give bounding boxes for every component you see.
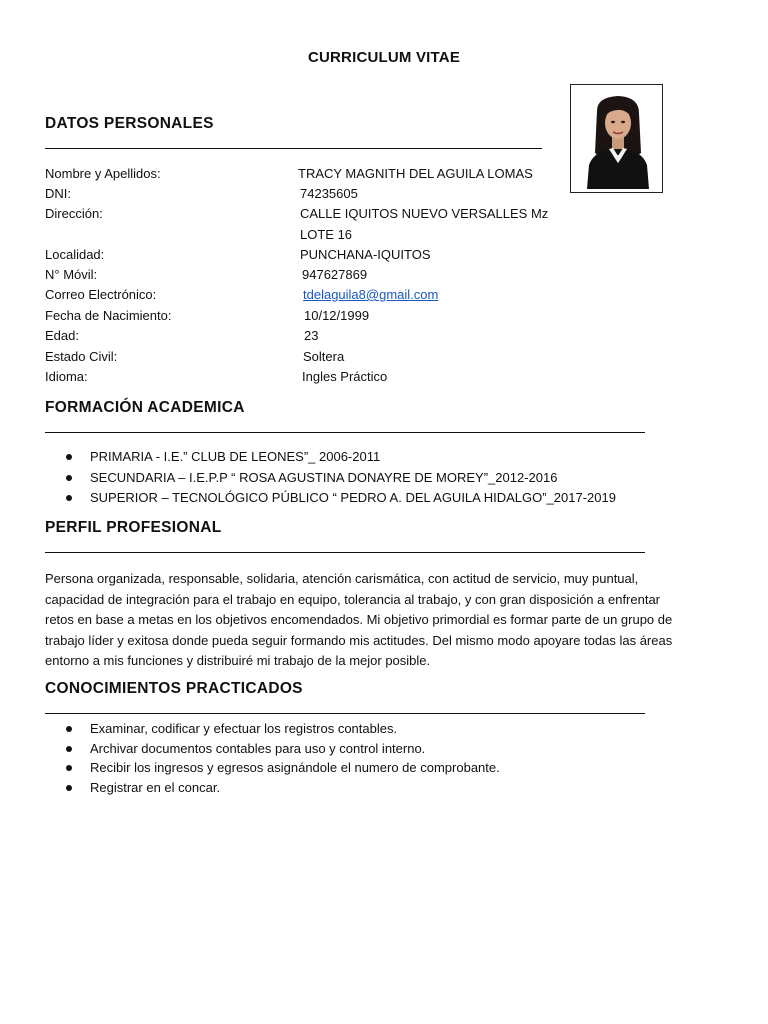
field-row-locality bbox=[45, 247, 565, 267]
field-value: Soltera bbox=[303, 349, 345, 364]
field-label: Localidad: bbox=[45, 247, 105, 262]
list-item: Registrar en el concar. bbox=[66, 778, 500, 798]
field-label: Fecha de Nacimiento: bbox=[45, 308, 172, 323]
field-value: PUNCHANA-IQUITOS bbox=[300, 247, 431, 262]
document-title: CURRICULUM VITAE bbox=[307, 49, 461, 66]
list-item: Examinar, codificar y efectuar los registros contables. bbox=[66, 719, 500, 739]
list-item: Recibir los ingresos y egresos asignándole el numero de comprobante. bbox=[66, 758, 500, 778]
list-item: Archivar documentos contables para uso y control interno. bbox=[66, 739, 500, 759]
field-row-birthdate bbox=[45, 308, 565, 328]
field-row-email bbox=[45, 287, 565, 307]
bullet-icon bbox=[66, 726, 72, 732]
field-value: TRACY MAGNITH DEL AGUILA LOMAS bbox=[298, 166, 533, 181]
bullet-icon bbox=[66, 454, 72, 460]
list-item: SECUNDARIA – I.E.P.P “ ROSA AGUSTINA DONAYRE DE MOREY”_2012-2016 bbox=[66, 468, 616, 489]
field-row-address bbox=[45, 206, 565, 246]
field-value: Ingles Práctico bbox=[302, 369, 388, 384]
bullet-icon bbox=[66, 495, 72, 501]
field-row-age bbox=[45, 328, 565, 348]
education-list bbox=[66, 447, 616, 509]
bullet-icon bbox=[66, 475, 72, 481]
bullet-icon bbox=[66, 765, 72, 771]
field-value: 74235605 bbox=[300, 186, 358, 201]
skills-list bbox=[66, 719, 500, 797]
section-divider bbox=[45, 432, 645, 433]
section-heading-education: FORMACIÓN ACADEMICA bbox=[45, 399, 245, 416]
field-label: Dirección: bbox=[45, 206, 103, 221]
field-value: 947627869 bbox=[302, 267, 368, 282]
field-value: CALLE IQUITOS NUEVO VERSALLES Mz bbox=[300, 206, 549, 221]
field-label: N° Móvil: bbox=[45, 267, 98, 282]
section-heading-personal: DATOS PERSONALES bbox=[45, 115, 214, 132]
field-value: 10/12/1999 bbox=[304, 308, 370, 323]
field-label: Estado Civil: bbox=[45, 349, 118, 364]
field-row-mobile bbox=[45, 267, 565, 287]
field-value: 23 bbox=[304, 328, 319, 343]
field-value-continued: LOTE 16 bbox=[300, 227, 353, 242]
field-row-civil-status bbox=[45, 349, 565, 369]
field-label: Idioma: bbox=[45, 369, 88, 384]
field-row-language bbox=[45, 369, 565, 389]
field-label: Nombre y Apellidos: bbox=[45, 166, 161, 181]
list-item: PRIMARIA - I.E.” CLUB DE LEONES”_ 2006-2011 bbox=[66, 447, 616, 468]
person-portrait-icon bbox=[583, 91, 653, 189]
email-link[interactable]: tdelaguila8@gmail.com bbox=[303, 287, 439, 302]
field-label: Correo Electrónico: bbox=[45, 287, 157, 302]
section-divider bbox=[45, 552, 645, 553]
field-row-dni bbox=[45, 186, 565, 206]
profile-paragraph: Persona organizada, responsable, solidaria, atención carismática, con actitud de servicio, muy puntual, capacidad de integración para el trabajo en equipo, tolerancia al trabajo, y con gran disposición a enfrentar retos en base a metas en los objetivos encomendados. Mi objetivo primordial es formar parte de un grupo de trabajo líder y exitosa donde pueda seguir formando mis actitudes. Del mismo modo apoyare todas las áreas entorno a mis funciones y distribuiré mi trabajo de la mejor posible. bbox=[45, 571, 673, 668]
bullet-icon bbox=[66, 746, 72, 752]
field-row-name bbox=[45, 166, 565, 186]
field-label: DNI: bbox=[45, 186, 71, 201]
section-heading-profile: PERFIL PROFESIONAL bbox=[45, 519, 222, 536]
section-divider bbox=[45, 713, 645, 714]
section-heading-skills: CONOCIMIENTOS PRACTICADOS bbox=[45, 680, 303, 697]
list-item: SUPERIOR – TECNOLÓGICO PÚBLICO “ PEDRO A. DEL AGUILA HIDALGO”_2017-2019 bbox=[66, 488, 616, 509]
bullet-icon bbox=[66, 785, 72, 791]
field-label: Edad: bbox=[45, 328, 79, 343]
profile-photo bbox=[570, 84, 663, 193]
section-divider bbox=[45, 148, 542, 149]
